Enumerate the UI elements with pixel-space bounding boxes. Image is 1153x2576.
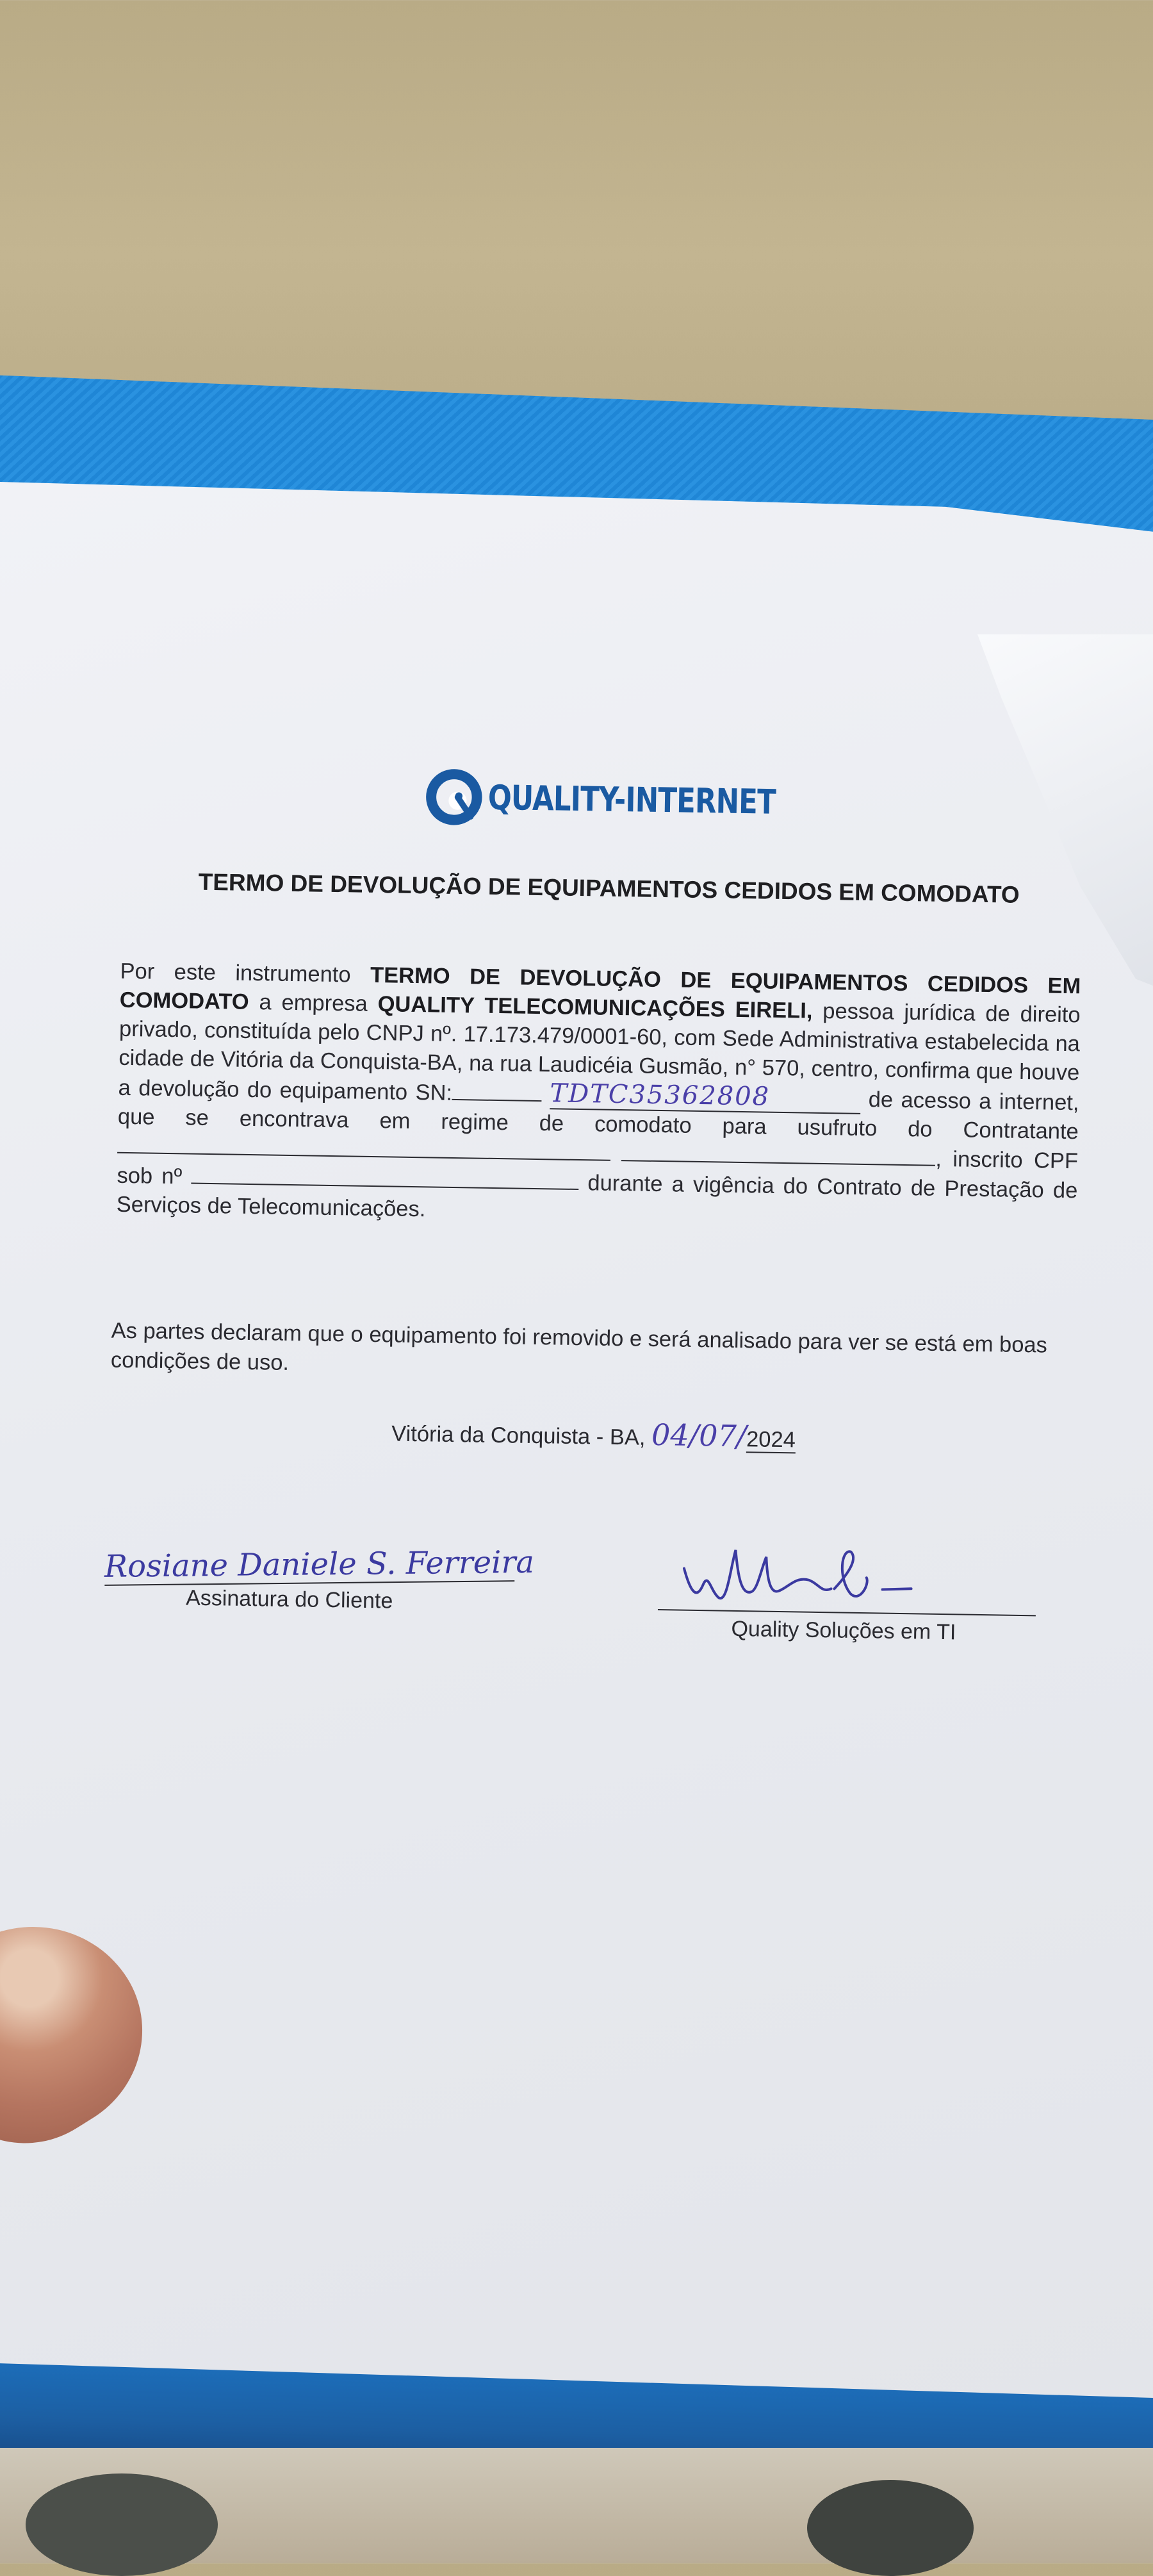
client-signature-block [104, 1543, 535, 1615]
name-blank-line [621, 1139, 935, 1166]
company-logo [423, 766, 839, 833]
company-signature-block [657, 1530, 1037, 1646]
document-title: TERMO DE DEVOLUÇÃO DE EQUIPAMENTOS CEDIDOS EM COMODATO [198, 868, 1020, 908]
p1-text-g: , inscrito CPF sob nº [117, 1146, 1079, 1189]
serial-blank-line [452, 1078, 543, 1102]
contratante-blank-line [117, 1132, 610, 1161]
p1-text-c: a empresa [249, 989, 378, 1017]
place-date-line [391, 1413, 796, 1454]
p1-text-h: durante a vigência do Contrato de Prestação de Serviços de Telecomunicações. [116, 1171, 1078, 1222]
date-year: 2024 [746, 1427, 796, 1453]
company-signature-caption: Quality Soluções em TI [731, 1616, 956, 1645]
date-handwritten: 04/07/ [651, 1417, 747, 1454]
paragraph-main [116, 957, 1081, 1235]
company-signature-scribble [658, 1530, 1037, 1619]
p1-text-b: TERMO DE DEVOLUÇÃO DE EQUIPAMENTOS CEDIDOS EM COMODATO [119, 962, 1081, 1014]
p1-text-f: de acesso a internet, que se encontrava em regime de comodato para usufruto do Contratante [117, 1087, 1079, 1144]
logo-text: QUALITY-INTERNET [487, 778, 776, 822]
client-signature-caption: Assinatura do Cliente [185, 1585, 393, 1614]
p1-text-a: Por este instrumento [120, 959, 371, 987]
p1-text-d: QUALITY TELECOMUNICAÇÕES EIRELI, [377, 992, 813, 1023]
date-prefix: Vitória da Conquista - BA, [391, 1421, 652, 1450]
serial-number-handwritten: TDTC35362808 [550, 1079, 861, 1114]
cpf-blank-line [191, 1162, 578, 1190]
paragraph-declaration: As partes declaram que o equipamento foi removido e será analisado para ver se está em boas condições de uso. [110, 1318, 1048, 1375]
p1-text-e: pessoa jurídica de direito privado, constituída pelo CNPJ nº. 17.173.479/0001-60, com Sede Administrativa estabelecida na cidade de Vitória da Conquista-BA, na rua Laudicéia Gusmão, n° 570, centro, confirma que houve a devolução do equipamento SN: [118, 998, 1081, 1105]
client-signature: Rosiane Daniele S. Ferreira [104, 1544, 535, 1585]
q-logo-icon [423, 766, 484, 827]
